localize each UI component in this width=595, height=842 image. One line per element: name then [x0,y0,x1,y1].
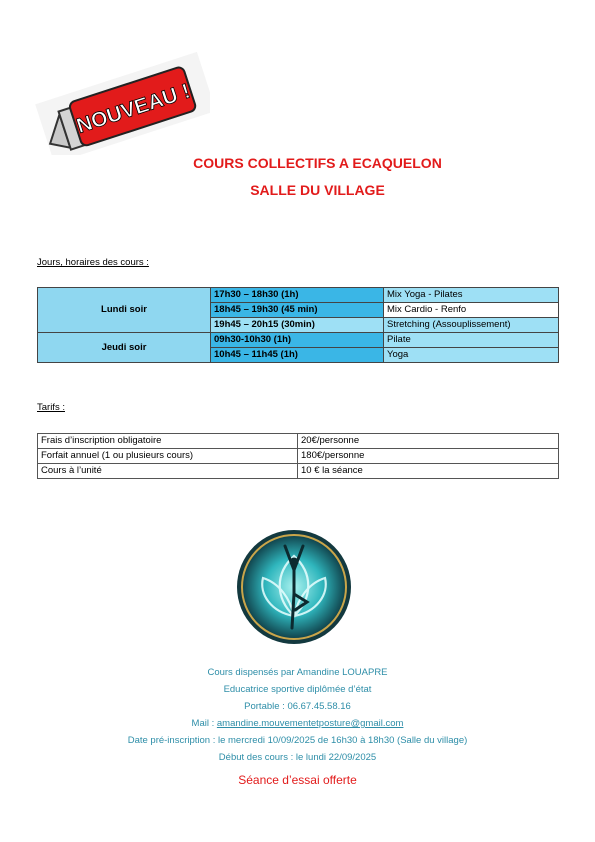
phone-line: Portable : 06.67.45.58.16 [244,701,351,712]
tarif-price: 10 € la séance [298,464,559,479]
stamp-text: NOUVEAU ! [73,79,193,138]
table-row [38,333,559,348]
page-subtitle: SALLE DU VILLAGE [250,182,385,198]
course-cell: Pilate [384,333,559,348]
email-link[interactable]: amandine.mouvementetposture@gmail.com [216,718,404,729]
time-cell: 19h45 – 20h15 (30min) [211,318,384,333]
course-cell: Stretching (Assouplissement) [384,318,559,333]
table-row [38,449,559,464]
time-cell: 09h30-10h30 (1h) [211,333,384,348]
nouveau-megaphone-icon [30,40,210,155]
free-trial-line: Séance d’essai offerte [238,773,357,787]
mail-label: Mail : [191,718,217,729]
table-row [38,464,559,479]
day-cell: Lundi soir [38,288,211,333]
table-row [38,434,559,449]
table-row [38,288,559,303]
mail-line [0,718,595,729]
schedule-table [37,287,559,363]
tarif-price: 20€/personne [298,434,559,449]
tarif-price: 180€/personne [298,449,559,464]
tarifs-label: Tarifs : [37,402,65,413]
preinscription-line: Date pré-inscription : le mercredi 10/09/2025 de 16h30 à 18h30 (Salle du village) [127,735,468,746]
day-cell: Jeudi soir [38,333,211,363]
start-date-line: Début des cours : le lundi 22/09/2025 [218,752,377,763]
schedule-label: Jours, horaires des cours : [37,257,149,268]
yoga-logo-icon [235,528,353,646]
course-cell: Mix Cardio - Renfo [384,303,559,318]
tarifs-table [37,433,559,479]
tarif-item: Frais d’inscription obligatoire [38,434,298,449]
course-cell: Mix Yoga - Pilates [384,288,559,303]
page-title: COURS COLLECTIFS A ECAQUELON [193,155,442,171]
tarif-item: Cours à l’unité [38,464,298,479]
time-cell: 17h30 – 18h30 (1h) [211,288,384,303]
time-cell: 10h45 – 11h45 (1h) [211,348,384,363]
course-cell: Yoga [384,348,559,363]
time-cell: 18h45 – 19h30 (45 min) [211,303,384,318]
tarif-item: Forfait annuel (1 ou plusieurs cours) [38,449,298,464]
diploma-line: Educatrice sportive diplômée d’état [223,684,372,695]
instructor-line: Cours dispensés par Amandine LOUAPRE [207,667,388,678]
